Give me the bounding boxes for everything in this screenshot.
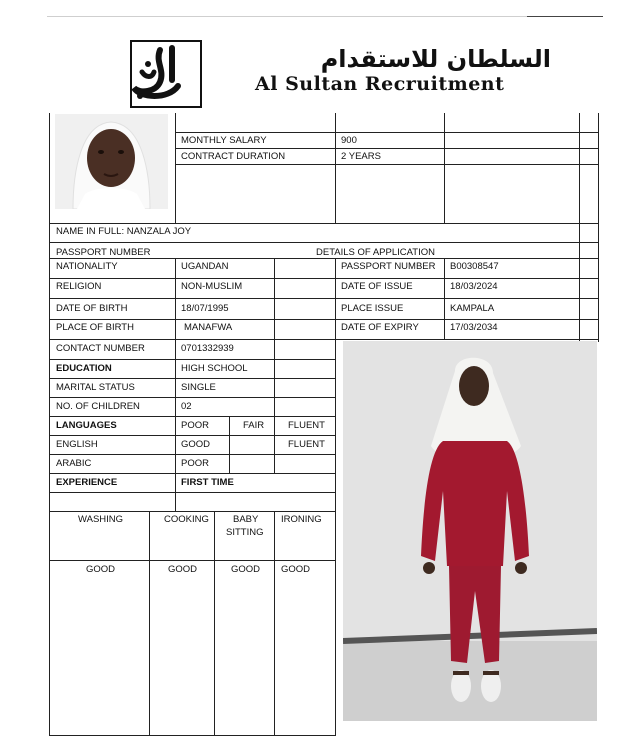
contract-duration-label: CONTRACT DURATION (181, 151, 286, 162)
marital-label: MARITAL STATUS (56, 382, 135, 393)
headshot-photo (55, 114, 168, 209)
pob-value: MANAFWA (184, 322, 233, 333)
skill-baby-header-line1: BABY (233, 514, 259, 525)
nationality-value: UGANDAN (181, 261, 229, 272)
issue-place-label: PLACE ISSUE (341, 303, 404, 314)
level-fair: FAIR (243, 420, 265, 431)
english-level: FLUENT (288, 439, 325, 450)
passport-number-label: PASSPORT NUMBER (341, 261, 436, 272)
education-value: HIGH SCHOOL (181, 363, 248, 374)
skill-cooking-header: COOKING (164, 514, 209, 525)
experience-label: EXPERIENCE (56, 477, 118, 488)
issue-date-value: 18/03/2024 (450, 281, 498, 292)
expiry-value: 17/03/2034 (450, 322, 498, 333)
passport-number-header: PASSPORT NUMBER (56, 247, 151, 258)
nationality-label: NATIONALITY (56, 261, 118, 272)
full-name: NAME IN FULL: NANZALA JOY (56, 226, 192, 237)
monthly-salary-label: MONTHLY SALARY (181, 135, 267, 146)
logo-calligraphy-icon (120, 42, 192, 110)
passport-number-value: B00308547 (450, 261, 499, 272)
skill-ironing-header: IRONING (281, 514, 322, 525)
education-label: EDUCATION (56, 363, 112, 374)
experience-value: FIRST TIME (181, 477, 234, 488)
skill-cooking-value: GOOD (168, 564, 198, 575)
details-of-application-header: DETAILS OF APPLICATION (316, 247, 435, 258)
contract-duration-value: 2 YEARS (341, 151, 381, 162)
monthly-salary-value: 900 (341, 135, 357, 146)
expiry-label: DATE OF EXPIRY (341, 322, 419, 333)
languages-label: LANGUAGES (56, 420, 117, 431)
contact-value: 0701332939 (181, 343, 234, 354)
arabic-label: ARABIC (56, 458, 92, 469)
children-value: 02 (181, 401, 192, 412)
children-label: NO. OF CHILDREN (56, 401, 140, 412)
level-poor: POOR (181, 420, 209, 431)
header (47, 17, 602, 113)
dob-value: 18/07/1995 (181, 303, 229, 314)
skill-ironing-value: GOOD (281, 564, 311, 575)
company-logo (130, 40, 202, 108)
issue-place-value: KAMPALA (450, 303, 495, 314)
arabic-value: POOR (181, 458, 209, 469)
religion-value: NON-MUSLIM (181, 281, 243, 292)
english-value: GOOD (181, 439, 211, 450)
english-label: ENGLISH (56, 439, 98, 450)
company-name-english: Al Sultan Recruitment (255, 73, 505, 95)
skill-baby-header-line2: SITTING (226, 527, 264, 538)
issue-date-label: DATE OF ISSUE (341, 281, 413, 292)
skill-washing-header: WASHING (78, 514, 124, 525)
religion-label: RELIGION (56, 281, 102, 292)
level-fluent: FLUENT (288, 420, 325, 431)
contact-label: CONTACT NUMBER (56, 343, 145, 354)
company-name-arabic: السلطان للاستقدام (320, 45, 551, 73)
skill-baby-value: GOOD (231, 564, 261, 575)
dob-label: DATE OF BIRTH (56, 303, 128, 314)
skill-washing-value: GOOD (86, 564, 116, 575)
marital-value: SINGLE (181, 382, 216, 393)
pob-label: PLACE OF BIRTH (56, 322, 134, 333)
full-body-photo (343, 341, 597, 721)
